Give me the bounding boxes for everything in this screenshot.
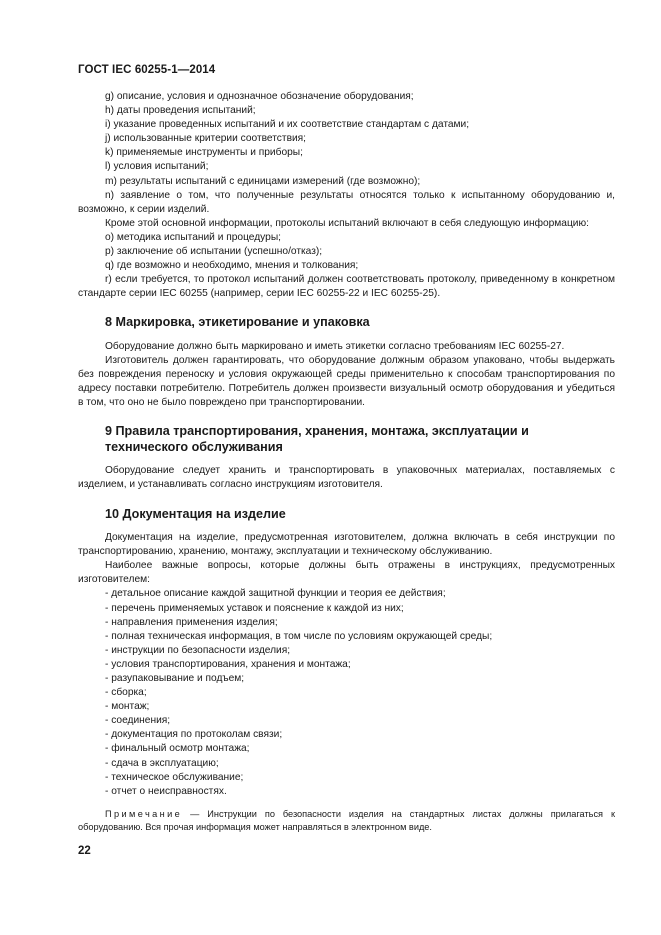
list-item: l) условия испытаний; — [105, 161, 209, 173]
standard-header: ГОСТ IEC 60255-1—2014 — [78, 64, 216, 76]
paragraph-info: Кроме этой основной информации, протоколы испытаний включают в себя следующую информацию: — [105, 217, 589, 229]
note-text: — Инструкции по безопасности изделия на стандартных листах должны прилагаться к оборудованию. Вся прочая информация может направляться в электронном виде. — [78, 808, 615, 832]
protocol-list-a — [78, 90, 615, 189]
list-item-n: n) заявление о том, что полученные результаты относятся только к испытанному оборудованию и, возможно, к серии изделий. — [78, 189, 615, 215]
list-item: - документация по протоколам связи; — [105, 729, 283, 741]
section-9-heading-line-2: технического обслуживания — [105, 439, 283, 454]
note-label: Примечание — [105, 808, 183, 819]
section-10-heading: 10 Документация на изделие — [105, 506, 286, 521]
list-item: o) методика испытаний и процедуры; — [105, 231, 281, 243]
list-item-r: r) если требуется, то протокол испытаний должен соответствовать протоколу, приведенному в конкретном стандарте серии IEC 60255 (например, серии IEC 60255-22 и IEC 60255-25). — [78, 274, 615, 300]
section-9-heading-line-1: 9 Правила транспортирования, хранения, монтажа, эксплуатации и — [105, 424, 529, 439]
list-item: h) даты проведения испытаний; — [105, 105, 256, 117]
list-item: - сдача в эксплуатацию; — [105, 757, 219, 769]
page-number: 22 — [78, 845, 91, 857]
list-item: - разупаковывание и подъем; — [105, 673, 245, 684]
protocol-list-b — [78, 231, 615, 273]
list-item: k) применяемые инструменты и приборы; — [105, 147, 303, 159]
list-item: - направления применения изделия; — [105, 616, 278, 628]
section-8-paragraph: Оборудование должно быть маркировано и иметь этикетки согласно требованиям IEC 60255-27. — [105, 340, 565, 352]
section-8-heading: 8 Маркировка, этикетирование и упаковка — [105, 315, 370, 330]
list-item: p) заключение об испытании (успешно/отказ); — [105, 246, 323, 258]
list-item: q) где возможно и необходимо, мнения и толкования; — [105, 260, 359, 272]
list-item: g) описание, условия и однозначное обозначение оборудования; — [105, 91, 414, 102]
list-item: m) результаты испытаний с единицами измерений (где возможно); — [105, 175, 421, 187]
list-item: - полная техническая информация, в том числе по условиям окружающей среды; — [105, 630, 493, 642]
section-9-paragraph: Оборудование следует хранить и транспортировать в упаковочных материалах, поставляемых с изделием, и устанавливать согласно инструкциям изготовителя. — [78, 465, 615, 491]
section-8-paragraph: Изготовитель должен гарантировать, что оборудование должным образом упаковано, чтобы выдержать без повреждения переноску и условия окружающей среды применительно к способам транспортирования по адресу поставки потребителю. Потребитель должен произвести визуальный осмотр оборудования и убедиться в том, что оно не было повреждено при транспортировании. — [78, 355, 615, 409]
list-item: - перечень применяемых уставок и пояснение к каждой из них; — [105, 602, 404, 614]
note — [78, 808, 615, 834]
list-item: - отчет о неисправностях. — [105, 785, 227, 797]
list-item: j) использованные критерии соответствия; — [105, 133, 307, 145]
list-item: - техническое обслуживание; — [105, 771, 244, 783]
section-10-paragraph: Документация на изделие, предусмотренная изготовителем, должна включать в себя инструкции по транспортированию, хранению, монтажу, эксплуатации и техническому обслуживанию. — [78, 532, 615, 558]
section-10-paragraph: Наиболее важные вопросы, которые должны быть отражены в инструкциях, предусмотренных изготовителем: — [78, 560, 615, 586]
list-item: - соединения; — [105, 715, 171, 727]
list-item: - монтаж; — [105, 701, 150, 713]
documentation-list — [78, 587, 615, 798]
list-item: - сборка; — [105, 687, 147, 699]
page-content — [78, 90, 615, 834]
list-item: - финальный осмотр монтажа; — [105, 743, 250, 755]
list-item: - детальное описание каждой защитной функции и теория ее действия; — [105, 588, 446, 600]
list-item: - инструкции по безопасности изделия; — [105, 644, 291, 656]
list-item: - условия транспортирования, хранения и монтажа; — [105, 658, 351, 670]
list-item: i) указание проведенных испытаний и их соответствие стандартам с датами; — [105, 119, 470, 131]
